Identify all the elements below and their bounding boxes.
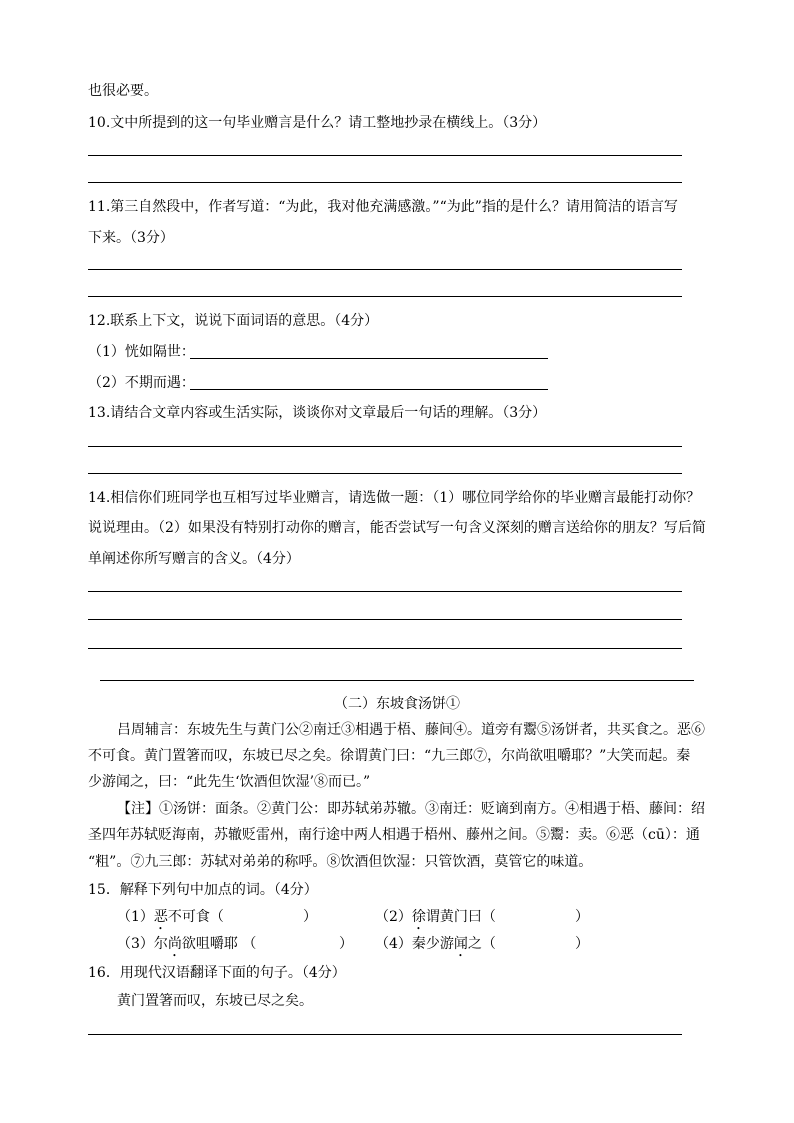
q15-item-3-close: ）: [339, 936, 353, 952]
question-15: 15．解释下列句中加点的词。（4分）: [88, 882, 318, 898]
item-prefix: （3）尔: [117, 936, 168, 952]
question-14-cont: 单阐述你所写赠言的含义。（4分）: [88, 551, 300, 567]
item-label: （1）恍如隔世：: [88, 344, 195, 360]
answer-line[interactable]: [88, 269, 682, 270]
answer-line[interactable]: [190, 358, 548, 359]
q15-item-3: [117, 934, 256, 960]
item-text: 谓黄门曰（: [425, 909, 496, 925]
answer-line[interactable]: [88, 182, 682, 183]
answer-line[interactable]: [190, 389, 548, 390]
q15-item-2-close: ）: [575, 909, 589, 925]
answer-line[interactable]: [88, 648, 682, 649]
passage-line: 吕周辅言：东坡先生与黄门公②南迁③相遇于梧、藤间④。道旁有鬻⑤汤饼者，共买食之。恶⑥: [117, 722, 705, 738]
question-10: 10.文中所提到的这一句毕业赠言是什么？请工整地抄录在横线上。（3分）: [88, 115, 547, 131]
note-line: “粗”。⑦九三郎：苏轼对弟弟的称呼。⑧饮酒但饮湿：只管饮酒，莫管它的味道。: [88, 854, 593, 870]
answer-line[interactable]: [88, 155, 682, 156]
item-text: 欲咀嚼耶 （: [181, 936, 257, 952]
item-label: （2）不期而遇：: [88, 375, 195, 391]
answer-line[interactable]: [88, 1034, 682, 1035]
question-11-cont: 下来。（3分）: [88, 230, 174, 246]
dotted-word: 徐: [411, 909, 426, 925]
q15-item-1-close: ）: [303, 909, 317, 925]
question-12-item-2: [88, 373, 195, 393]
section-divider: [100, 680, 694, 681]
dotted-word: 尚: [167, 936, 182, 952]
answer-line[interactable]: [88, 619, 682, 620]
question-14: 14.相信你们班同学也互相写过毕业赠言，请选做一题：（1）哪位同学给你的毕业赠言最能打动你？: [88, 490, 701, 506]
question-12-item-1: [88, 342, 195, 362]
item-prefix: （2）: [375, 909, 412, 925]
question-14-cont: 说说理由。（2）如果没有特别打动你的赠言，能否尝试写一句含义深刻的赠言送给你的朋友？写后简: [88, 520, 706, 536]
item-text: 之（: [467, 936, 496, 952]
answer-line[interactable]: [88, 446, 682, 447]
passage-line: 不可食。黄门置箸而叹，东坡已尽之矣。徐谓黄门曰：“九三郎⑦，尔尚欲咀嚼耶？”大笑而起。秦: [88, 748, 691, 764]
question-13: 13.请结合文章内容或生活实际，谈谈你对文章最后一句话的理解。（3分）: [88, 405, 547, 421]
item-prefix: （1）: [117, 909, 154, 925]
q16-sentence: 黄门置箸而叹，东坡已尽之矣。: [117, 993, 313, 1009]
dotted-word: 闻: [453, 936, 468, 952]
answer-line[interactable]: [88, 473, 682, 474]
item-text: 不可食（: [167, 909, 224, 925]
item-prefix: （4）秦少游: [375, 936, 454, 952]
text-line: 也很必要。: [88, 83, 158, 99]
q15-item-2: [375, 907, 496, 933]
section-title: （二）东坡食汤饼①: [334, 696, 460, 712]
question-16: 16．用现代汉语翻译下面的句子。（4分）: [88, 965, 346, 981]
answer-line[interactable]: [88, 296, 682, 297]
note-line: 【注】①汤饼：面条。②黄门公：即苏轼弟苏辙。③南迁：贬谪到南方。④相遇于梧、藤间：绍: [117, 801, 705, 817]
passage-line: 少游闻之，曰：“此先生‘饮酒但饮湿’⑧而已。”: [88, 774, 371, 790]
note-line: 圣四年苏轼贬海南，苏辙贬雷州，南行途中两人相遇于梧州、藤州之间。⑤鬻：卖。⑥恶（cū）：通: [88, 827, 700, 843]
q15-item-4: [375, 934, 496, 960]
q15-item-1: [117, 907, 224, 933]
question-11: 11.第三自然段中，作者写道：“为此，我对他充满感激。”“为此”指的是什么？请用简洁的语言写: [88, 199, 678, 215]
q15-item-4-close: ）: [575, 936, 589, 952]
dotted-word: 恶: [153, 909, 168, 925]
answer-line[interactable]: [88, 591, 682, 592]
question-12: 12.联系上下文，说说下面词语的意思。（4分）: [88, 313, 379, 329]
